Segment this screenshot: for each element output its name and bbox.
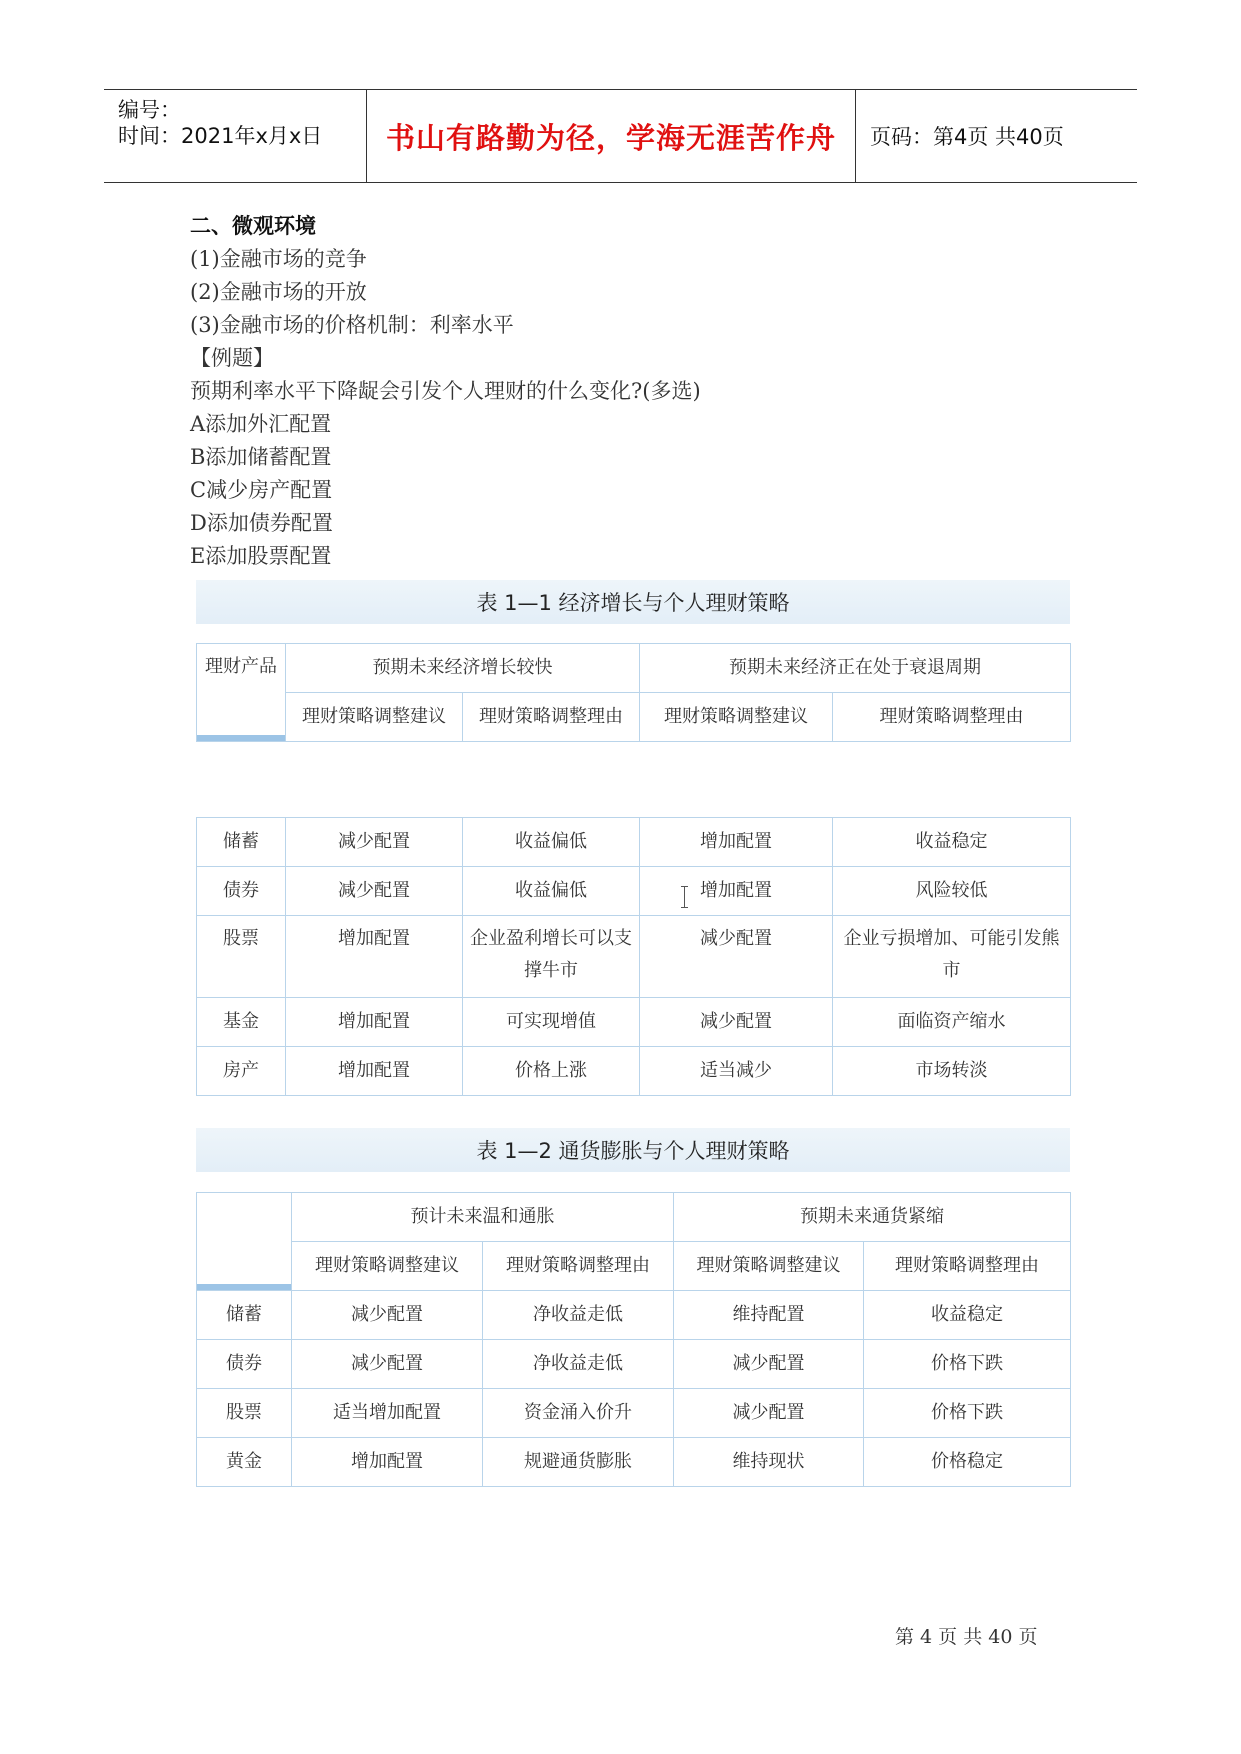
page-header: [104, 89, 1137, 183]
table-cell: 债券: [197, 867, 286, 916]
table1-header: [196, 643, 1071, 742]
table1-subheader: 理财策略调整建议: [286, 693, 463, 742]
table-cell: 面临资产缩水: [833, 998, 1071, 1047]
number-label: 编号：: [118, 98, 181, 122]
option-a: A添加外汇配置: [190, 412, 332, 436]
table-cell: 适当增加配置: [292, 1389, 483, 1438]
table-cell: 基金: [197, 998, 286, 1047]
header-motto: 书山有路勤为径，学海无涯苦作舟: [367, 90, 856, 182]
table-cell: 风险较低: [833, 867, 1071, 916]
table2-caption: 表 1—2 通货膨胀与个人理财策略: [196, 1128, 1070, 1172]
table2-subheader: 理财策略调整理由: [864, 1242, 1071, 1291]
table-cell: 收益偏低: [463, 818, 640, 867]
table-row: [197, 1047, 1071, 1096]
table-cell: 增加配置: [640, 867, 833, 916]
list-item: (3)金融市场的价格机制：利率水平: [190, 313, 514, 337]
table-cell: 储蓄: [197, 1291, 292, 1340]
table2-subheader: 理财策略调整建议: [674, 1242, 864, 1291]
table-cell: 增加配置: [292, 1438, 483, 1487]
option-c: C减少房产配置: [190, 478, 333, 502]
table1-corner-label: 理财产品: [205, 656, 277, 677]
table-cell: 增加配置: [640, 818, 833, 867]
table-cell: 企业亏损增加、可能引发熊市: [833, 916, 1071, 998]
table-cell: 增加配置: [286, 1047, 463, 1096]
table-row: [197, 1291, 1071, 1340]
option-e: E添加股票配置: [190, 544, 332, 568]
table-row: [197, 998, 1071, 1047]
table-cell: 规避通货膨胀: [483, 1438, 674, 1487]
corner-accent-bar: [197, 735, 285, 741]
table-cell: 收益稳定: [864, 1291, 1071, 1340]
table-cell: 价格下跌: [864, 1389, 1071, 1438]
table-cell: 债券: [197, 1340, 292, 1389]
header-meta: [104, 90, 367, 182]
table1-subheader: 理财策略调整建议: [640, 693, 833, 742]
table-cell: 价格稳定: [864, 1438, 1071, 1487]
table1-group2: 预期未来经济正在处于衰退周期: [640, 644, 1071, 693]
table1-corner-cell: [197, 644, 286, 742]
example-label: 【例题】: [190, 346, 274, 370]
table2-subheader: 理财策略调整理由: [483, 1242, 674, 1291]
header-page-label: 页码：第4页 共40页: [870, 125, 1064, 149]
table-cell: 收益偏低: [463, 867, 640, 916]
table-cell: 房产: [197, 1047, 286, 1096]
table1-subheader: 理财策略调整理由: [463, 693, 640, 742]
table-cell: 市场转淡: [833, 1047, 1071, 1096]
table-row: [197, 1438, 1071, 1487]
table1-group1: 预期未来经济增长较快: [286, 644, 640, 693]
text-cursor-icon: [684, 886, 685, 908]
table-cell: 增加配置: [286, 998, 463, 1047]
table-cell: 减少配置: [674, 1340, 864, 1389]
table1-body: [196, 817, 1071, 1096]
table-cell: 减少配置: [286, 867, 463, 916]
table2-group2: 预期未来通货紧缩: [674, 1193, 1071, 1242]
corner-accent-bar: [197, 1284, 291, 1290]
option-d: D添加债券配置: [190, 511, 333, 535]
table-cell: 维持现状: [674, 1438, 864, 1487]
table-cell: 黄金: [197, 1438, 292, 1487]
table2: [196, 1192, 1071, 1487]
table1-subheader: 理财策略调整理由: [833, 693, 1071, 742]
table-cell: 减少配置: [640, 916, 833, 998]
table1-caption: 表 1—1 经济增长与个人理财策略: [196, 580, 1070, 624]
table-cell: 可实现增值: [463, 998, 640, 1047]
table-row: [197, 818, 1071, 867]
table2-corner-cell: [197, 1193, 292, 1291]
table-row: [197, 1389, 1071, 1438]
table-cell: 价格上涨: [463, 1047, 640, 1096]
table-cell: 股票: [197, 916, 286, 998]
table-cell: 适当减少: [640, 1047, 833, 1096]
option-b: B添加储蓄配置: [190, 445, 332, 469]
question-text: 预期利率水平下降龊会引发个人理财的什么变化?(多选): [190, 379, 701, 403]
table-row: [197, 1340, 1071, 1389]
table-cell: 减少配置: [292, 1291, 483, 1340]
page-footer: 第 4 页 共 40 页: [895, 1626, 1038, 1648]
table2-subheader: 理财策略调整建议: [292, 1242, 483, 1291]
table-cell: 减少配置: [640, 998, 833, 1047]
section-title: 二、微观环境: [190, 214, 316, 238]
table-cell: 股票: [197, 1389, 292, 1438]
table-cell: 减少配置: [286, 818, 463, 867]
table-cell: 企业盈利增长可以支撑牛市: [463, 916, 640, 998]
time-label: 时间：2021年x月x日: [118, 124, 323, 148]
table-cell: 维持配置: [674, 1291, 864, 1340]
table2-group1: 预计未来温和通胀: [292, 1193, 674, 1242]
table-cell: 减少配置: [674, 1389, 864, 1438]
table-cell: 价格下跌: [864, 1340, 1071, 1389]
table-cell: 减少配置: [292, 1340, 483, 1389]
table-cell: 资金涌入价升: [483, 1389, 674, 1438]
list-item: (1)金融市场的竞争: [190, 247, 367, 271]
table-cell: 收益稳定: [833, 818, 1071, 867]
list-item: (2)金融市场的开放: [190, 280, 367, 304]
table-row: [197, 916, 1071, 998]
table-row: [197, 867, 1071, 916]
table-cell: 增加配置: [286, 916, 463, 998]
table-cell: 净收益走低: [483, 1291, 674, 1340]
table-cell: 储蓄: [197, 818, 286, 867]
table-cell: 净收益走低: [483, 1340, 674, 1389]
